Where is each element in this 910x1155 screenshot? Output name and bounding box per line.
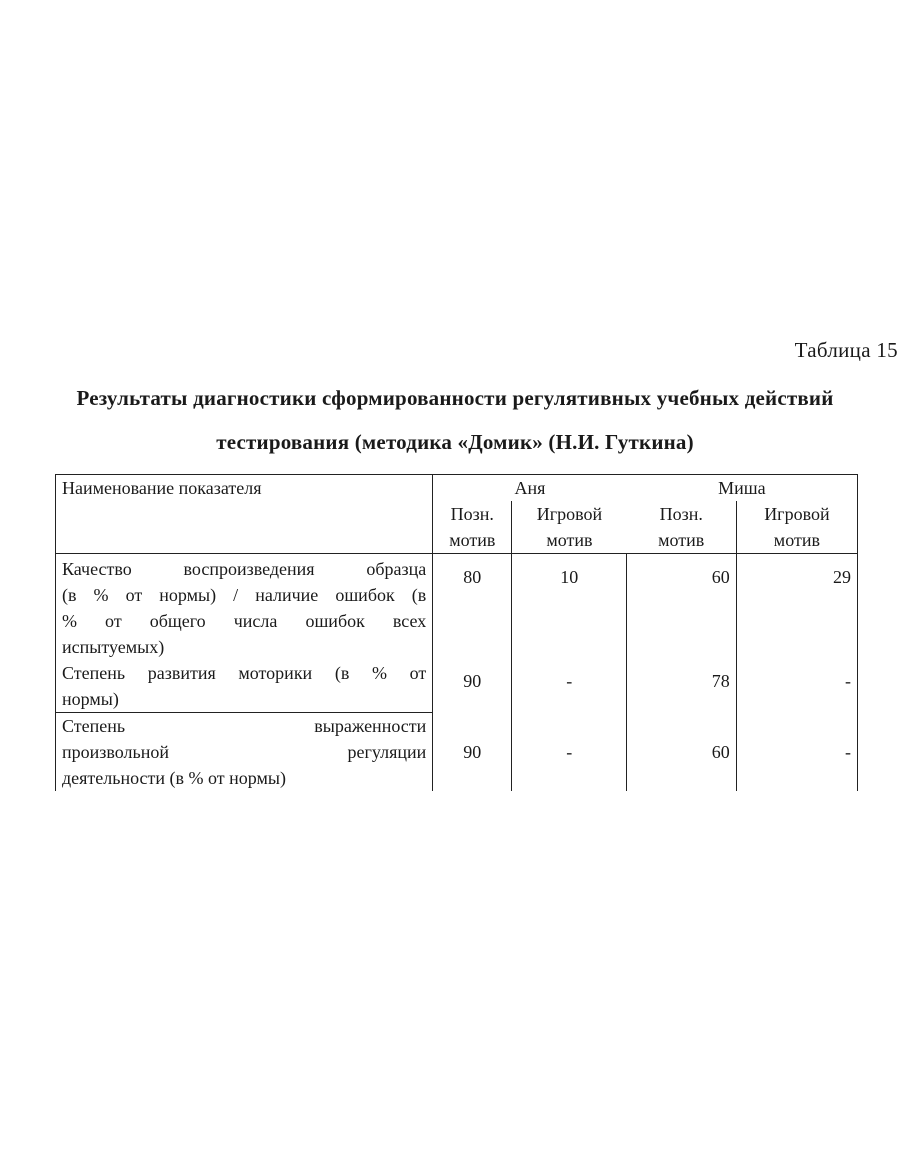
row-quality-value-4: 29 [736, 554, 857, 661]
row-regulation-value-4: - [736, 713, 857, 792]
row-quality-name [56, 554, 433, 661]
row-regulation-name-line-2: произвольной регуляции [62, 742, 427, 762]
header-sub-4-line-2: мотив [773, 530, 820, 550]
header-sub-3-line-1: Позн. [659, 504, 703, 524]
row-regulation-name-line-3: деятельности (в % от нормы) [62, 768, 286, 788]
row-motor-value-1: 90 [433, 660, 512, 713]
row-regulation-value-3: 60 [627, 713, 737, 792]
header-sub-2 [512, 501, 627, 554]
row-regulation-value-1: 90 [433, 713, 512, 792]
row-quality-name-line-4: испытуемых) [62, 637, 165, 657]
row-quality-value-3: 60 [627, 554, 737, 661]
table-caption-line-2: тестирования (методика «Домик» (Н.И. Гуткина) [216, 430, 694, 454]
row-regulation-value-2: - [512, 713, 627, 792]
table-row-motor [56, 660, 858, 713]
header-group-anya [433, 475, 627, 502]
table-row-regulation [56, 713, 858, 792]
row-motor-value-4: - [736, 660, 857, 713]
row-quality-value-1: 80 [433, 554, 512, 661]
row-motor-name-line-1: Степень развития моторики (в % от [62, 663, 427, 683]
header-group-misha [627, 475, 858, 502]
header-sub-1-line-1: Позн. [450, 504, 494, 524]
row-motor-name-line-2: нормы) [62, 689, 119, 709]
row-quality-value-2: 10 [512, 554, 627, 661]
row-regulation-name-line-1: Степень выраженности [62, 716, 427, 736]
header-sub-2-line-2: мотив [546, 530, 593, 550]
header-sub-3 [627, 501, 737, 554]
header-row-groups [56, 475, 858, 502]
results-table [55, 474, 858, 791]
row-quality-name-line-3: % от общего числа ошибок всех [62, 611, 427, 631]
header-sub-1 [433, 501, 512, 554]
header-sub-4 [736, 501, 857, 554]
row-quality-name-line-2: (в % от нормы) / наличие ошибок (в [62, 585, 427, 605]
header-indicator-name [56, 475, 433, 554]
row-regulation-name [56, 713, 433, 792]
table-number: Таблица 15 [794, 338, 898, 362]
header-sub-2-line-1: Игровой [536, 504, 603, 524]
header-sub-4-line-1: Игровой [764, 504, 830, 524]
row-motor-name [56, 660, 433, 713]
row-quality-name-line-1: Качество воспроизведения образца [62, 559, 427, 579]
row-motor-value-2: - [512, 660, 627, 713]
header-indicator-name-text: Наименование показателя [62, 478, 262, 498]
header-sub-3-line-2: мотив [658, 530, 705, 550]
header-group-misha-text: Миша [718, 478, 766, 498]
header-group-anya-text: Аня [514, 478, 546, 498]
table-row-quality [56, 554, 858, 661]
header-sub-1-line-2: мотив [449, 530, 496, 550]
table-caption-line-1: Результаты диагностики сформированности регулятивных учебных действий [76, 386, 834, 410]
row-motor-value-3: 78 [627, 660, 737, 713]
